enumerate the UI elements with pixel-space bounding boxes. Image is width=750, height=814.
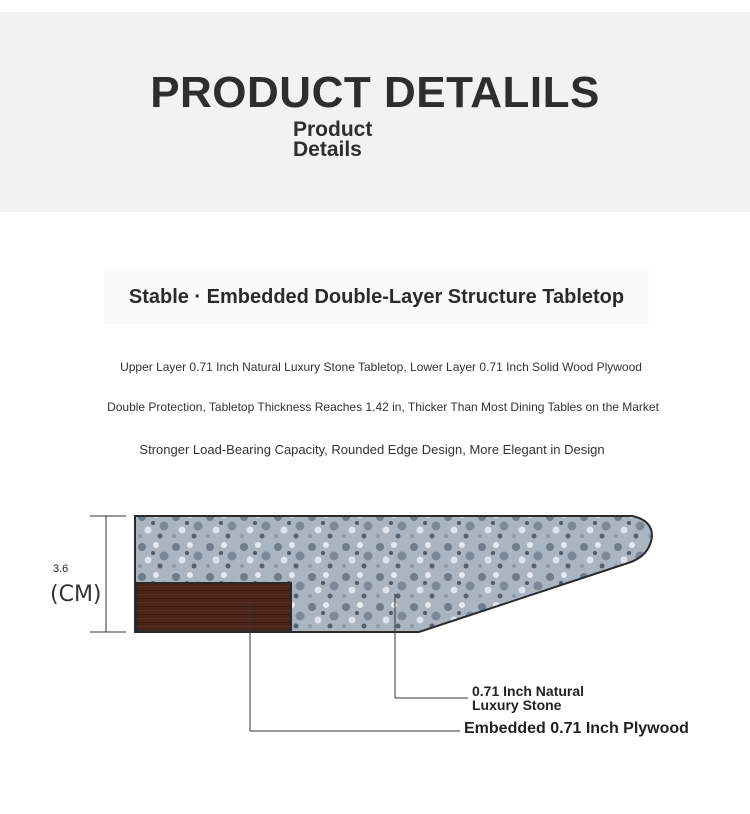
feature-line-1: Upper Layer 0.71 Inch Natural Luxury Stone Tabletop, Lower Layer 0.71 Inch Solid Wood Plywood	[120, 360, 642, 374]
stone-label-line-1: 0.71 Inch Natural	[472, 683, 585, 699]
feature-heading: Stable · Embedded Double-Layer Structure Tabletop	[104, 270, 649, 324]
stone-layer-label	[472, 684, 584, 712]
thickness-unit: (CM)	[50, 582, 102, 607]
page-title: PRODUCT DETALILS	[150, 68, 600, 117]
thickness-value: 3.6	[53, 563, 69, 575]
stone-label-line-2: Luxury Stone	[472, 697, 562, 713]
feature-line-2: Double Protection, Tabletop Thickness Reaches 1.42 in, Thicker Than Most Dining Tables on the Market	[107, 400, 659, 414]
plywood-layer	[136, 583, 291, 631]
subtitle-line-1: Product	[293, 118, 373, 141]
subtitle-line-2: Details	[293, 138, 362, 161]
plywood-layer-label: Embedded 0.71 Inch Plywood	[464, 720, 689, 737]
feature-line-3: Stronger Load-Bearing Capacity, Rounded Edge Design, More Elegant in Design	[139, 442, 605, 457]
